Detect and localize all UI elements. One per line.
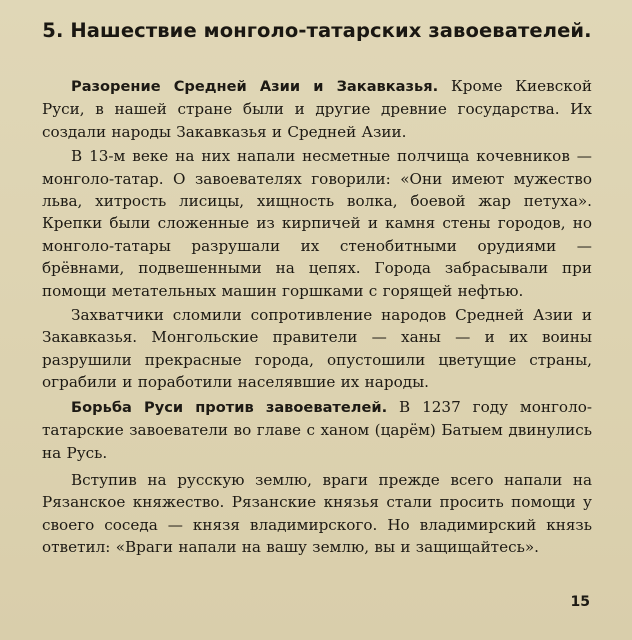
page-number: 15 <box>570 594 590 610</box>
paragraph-1-lead: Разорение Средней Азии и Закавказья. <box>71 78 439 95</box>
paragraph-1-text: Кроме Киевской Руси, в нашей стране были и другие древние государства. Их создали народы Закавказья и Средней Азии. <box>42 77 592 141</box>
paragraph-5-text: Вступив на русскую землю, враги прежде всего напали на Рязанское княжество. Рязанские князья стали просить помощи у своего соседа — князя владимирского. Но владимирский князь ответил: «Враги напали на вашу землю, вы и защищайтесь». <box>42 470 592 557</box>
paragraph-2-text: В 13-м веке на них напали несметные полчища кочевников — монголо-татар. О завоевателях говорили: «Они имеют мужество льва, хитрость лисицы, хищность волка, боевой жар петуха». Крепки были сложенные из кирпичей и камня стены городов, но монголо-татары разрушали их стенобитными орудиями — брёвнами, подвешенными на цепях. Города забрасывали при помощи метательных машин горшками с горящей нефтью. <box>42 147 592 300</box>
paragraph-3-text: Захватчики сломили сопротивление народов Средней Азии и Закавказья. Монгольские правители — ханы — и их воины разрушили прекрасные города, опустошили цветущие страны, ограбили и поработили населявшие их народы. <box>42 306 592 392</box>
paragraph-4-text: В 1237 году монголо-татарские завоеватели во главе с ханом (царём) Батыем двинулись на Русь. <box>42 397 592 462</box>
paragraph-4-lead: Борьба Руси против завоевателей. <box>71 398 388 416</box>
paragraph-5 <box>42 469 592 559</box>
paragraph-2 <box>42 145 592 302</box>
section-heading: 5. Нашествие монголо-татарских завоевателей. <box>42 19 592 42</box>
paragraph-4 <box>42 396 592 464</box>
paragraph-3 <box>42 304 592 394</box>
paragraph-1 <box>42 75 592 143</box>
